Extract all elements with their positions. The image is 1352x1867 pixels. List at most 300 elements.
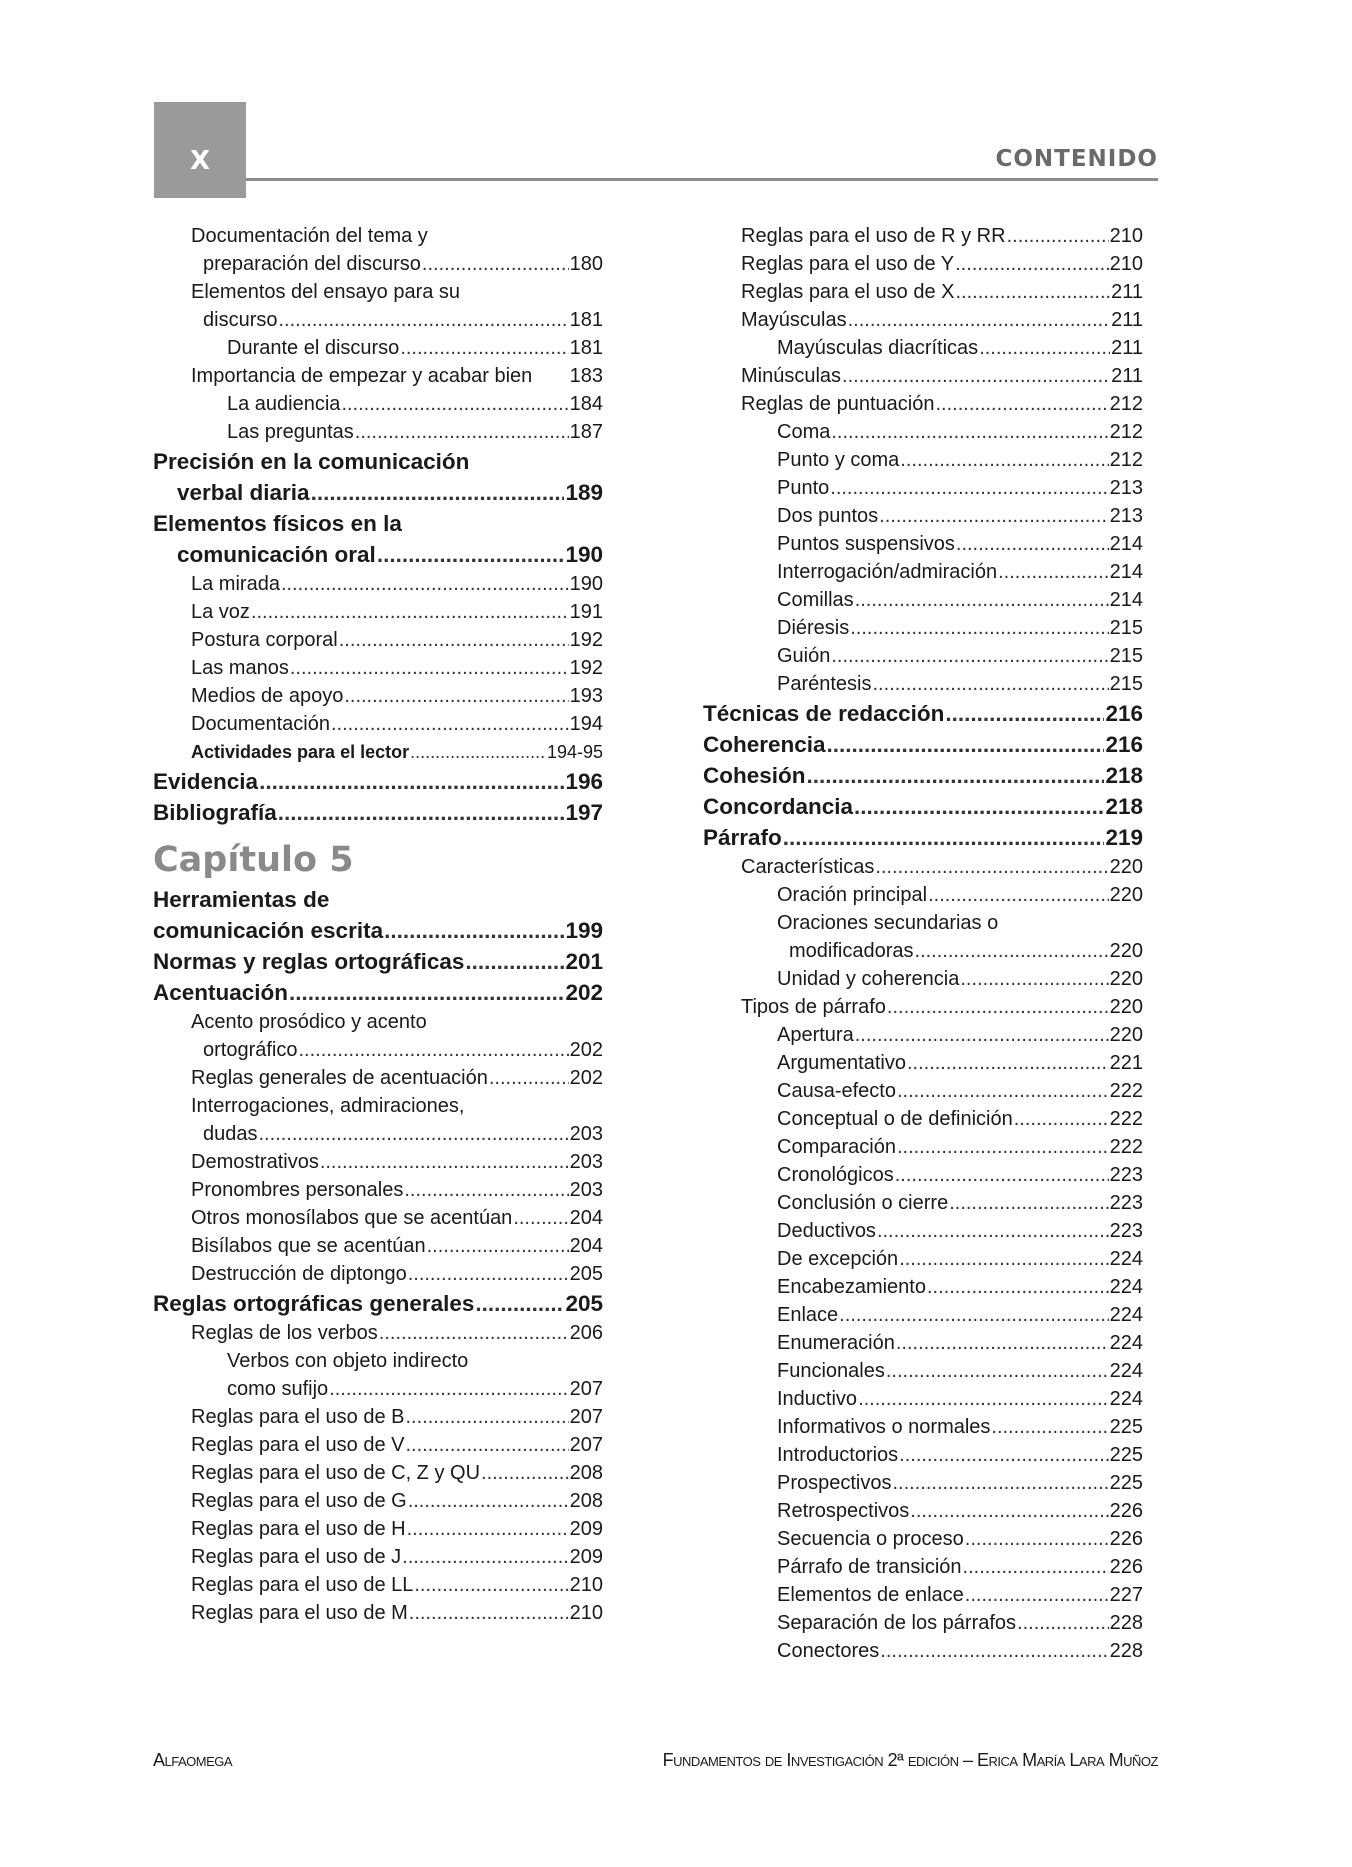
toc-entry-title: modificadoras <box>789 940 914 962</box>
toc-entry <box>153 1375 603 1403</box>
toc-entry-title: Las manos <box>191 657 289 679</box>
toc-entry-page: 197 <box>565 800 603 825</box>
toc-entry <box>153 1260 603 1288</box>
dot-leader <box>907 1049 1109 1077</box>
dot-leader <box>259 1120 569 1148</box>
header-rule <box>246 178 1158 181</box>
toc-entry-page: 224 <box>1109 1248 1143 1270</box>
toc-entry-title: Cohesión <box>703 763 806 788</box>
toc-entry <box>153 1288 603 1319</box>
toc-entry-page: 190 <box>569 573 603 595</box>
toc-entry <box>153 1120 603 1148</box>
toc-entry-title: Paréntesis <box>777 673 872 695</box>
toc-entry <box>153 1148 603 1176</box>
toc-entry-title: Dos puntos <box>777 505 879 527</box>
dot-leader <box>251 598 569 626</box>
dot-leader <box>900 446 1108 474</box>
chapter-heading <box>153 828 603 884</box>
toc-entry-title: Punto y coma <box>777 449 900 471</box>
dot-leader <box>960 965 1108 993</box>
toc-entry <box>703 1357 1143 1385</box>
toc-entry <box>703 760 1143 791</box>
toc-entry-title: De excepción <box>777 1248 899 1270</box>
toc-entry-page: 212 <box>1109 393 1143 415</box>
footer-book-title: Fundamentos de Investigación 2ª edición – Erica María Lara Muñoz <box>662 1750 1158 1770</box>
toc-entry-page: 202 <box>569 1067 603 1089</box>
toc-entry <box>703 729 1143 760</box>
toc-entry-page: 215 <box>1109 645 1143 667</box>
toc-entry-title: Funcionales <box>777 1360 885 1382</box>
dot-leader <box>897 1133 1109 1161</box>
toc-entry-page: 220 <box>1109 968 1143 990</box>
toc-entry <box>153 222 603 250</box>
dot-leader <box>855 1021 1109 1049</box>
toc-entry <box>703 1385 1143 1413</box>
toc-entry-title: Actividades para el lector <box>191 742 410 762</box>
toc-entry-page: 194-95 <box>546 742 603 762</box>
toc-entry-title: Comparación <box>777 1136 896 1158</box>
toc-entry <box>703 1609 1143 1637</box>
toc-entry-page: 207 <box>569 1406 603 1428</box>
dot-leader <box>320 1148 569 1176</box>
toc-entry <box>153 477 603 508</box>
dot-leader <box>965 1581 1109 1609</box>
toc-entry <box>153 946 603 977</box>
toc-entry-page: 211 <box>1111 309 1143 331</box>
toc-entry-page: 192 <box>569 629 603 651</box>
toc-entry-page: 219 <box>1105 825 1143 850</box>
toc-entry-page: 224 <box>1109 1388 1143 1410</box>
toc-entry-page: 209 <box>569 1518 603 1540</box>
toc-entry-title: Bibliografía <box>153 800 277 825</box>
toc-entry-title: Retrospectivos <box>777 1500 910 1522</box>
toc-entry-title: Reglas para el uso de B <box>191 1406 405 1428</box>
dot-leader <box>311 477 565 508</box>
dot-leader <box>899 1245 1108 1273</box>
toc-entry-title: La mirada <box>191 573 280 595</box>
toc-entry-title: Evidencia <box>153 769 259 794</box>
toc-entry <box>703 642 1143 670</box>
toc-entry <box>153 977 603 1008</box>
toc-entry-page: 211 <box>1111 337 1143 359</box>
toc-entry-title: dudas <box>203 1123 258 1145</box>
toc-entry-page: 210 <box>569 1574 603 1596</box>
dot-leader <box>839 1301 1108 1329</box>
dot-leader <box>927 1273 1109 1301</box>
toc-entry-title: Reglas de los verbos <box>191 1322 378 1344</box>
dot-leader <box>331 710 569 738</box>
toc-entry-page: 224 <box>1109 1276 1143 1298</box>
toc-entry-title: Elementos físicos en la <box>153 511 402 536</box>
toc-entry <box>703 278 1143 306</box>
toc-entry-title: Coma <box>777 421 831 443</box>
dot-leader <box>289 977 564 1008</box>
dot-leader <box>281 570 569 598</box>
dot-leader <box>879 502 1108 530</box>
toc-entry-title: Diéresis <box>777 617 850 639</box>
toc-entry-title: Reglas para el uso de R y RR <box>741 225 1006 247</box>
toc-entry-title: Documentación del tema y <box>191 225 428 247</box>
toc-entry-page: 208 <box>569 1462 603 1484</box>
dot-leader <box>893 1469 1109 1497</box>
toc-entry-title: Otros monosílabos que se acentúan <box>191 1207 513 1229</box>
toc-entry <box>703 1049 1143 1077</box>
dot-leader <box>848 306 1111 334</box>
toc-entry-page: 212 <box>1109 421 1143 443</box>
toc-entry-page: 193 <box>569 685 603 707</box>
toc-entry-title: Comillas <box>777 589 854 611</box>
toc-entry-page: 208 <box>569 1490 603 1512</box>
toc-entry <box>703 362 1143 390</box>
toc-entry <box>153 278 603 306</box>
toc-entry-title: Verbos con objeto indirecto <box>227 1350 469 1372</box>
toc-entry-title: Enumeración <box>777 1332 895 1354</box>
dot-leader <box>886 1357 1109 1385</box>
toc-entry-page: 215 <box>1109 673 1143 695</box>
toc-entry-title: Características <box>741 856 875 878</box>
dot-leader <box>955 278 1110 306</box>
toc-entry-page: 214 <box>1109 561 1143 583</box>
toc-entry-page: 220 <box>1109 996 1143 1018</box>
toc-entry-page: 202 <box>565 980 603 1005</box>
toc-entry-title: Mayúsculas <box>741 309 847 331</box>
toc-entry-title: Encabezamiento <box>777 1276 926 1298</box>
toc-entry-page: 214 <box>1109 533 1143 555</box>
toc-entry-page: 181 <box>569 309 603 331</box>
toc-entry-title: Reglas para el uso de C, Z y QU <box>191 1462 481 1484</box>
toc-entry-title: Importancia de empezar y acabar bien <box>191 365 533 387</box>
toc-entry-page: 226 <box>1109 1528 1143 1550</box>
toc-entry <box>703 909 1143 937</box>
dot-leader <box>831 418 1108 446</box>
toc-entry <box>153 1431 603 1459</box>
toc-entry <box>153 1064 603 1092</box>
toc-entry-title: Documentación <box>191 713 330 735</box>
toc-entry-page: 224 <box>1109 1360 1143 1382</box>
toc-entry-title: preparación del discurso <box>203 253 421 275</box>
toc-entry <box>153 362 603 390</box>
toc-entry-title: Reglas para el uso de J <box>191 1546 402 1568</box>
dot-leader <box>783 822 1105 853</box>
toc-entry-title: Mayúsculas diacríticas <box>777 337 979 359</box>
toc-entry-title: Argumentativo <box>777 1052 906 1074</box>
toc-entry-title: Reglas para el uso de LL <box>191 1574 414 1596</box>
toc-entry <box>153 446 603 477</box>
dot-leader <box>887 993 1109 1021</box>
toc-entry-title: Guión <box>777 645 831 667</box>
dot-leader <box>998 558 1109 586</box>
toc-entry <box>703 390 1143 418</box>
toc-entry-page: 210 <box>1109 225 1143 247</box>
toc-entry-title: Bisílabos que se acentúan <box>191 1235 426 1257</box>
toc-entry <box>153 915 603 946</box>
toc-entry-title: Secuencia o proceso <box>777 1528 964 1550</box>
toc-entry <box>153 1347 603 1375</box>
toc-entry-title: Técnicas de redacción <box>703 701 945 726</box>
dot-leader <box>408 1260 569 1288</box>
toc-entry-page: 207 <box>569 1434 603 1456</box>
toc-entry-title: Herramientas de <box>153 887 330 912</box>
toc-entry-title: Reglas para el uso de M <box>191 1602 408 1624</box>
toc-entry <box>703 1021 1143 1049</box>
toc-entry-title: Reglas generales de acentuación <box>191 1067 488 1089</box>
toc-entry <box>703 965 1143 993</box>
dot-leader <box>1007 222 1109 250</box>
toc-entry-page: 221 <box>1109 1052 1143 1074</box>
toc-entry-page: 220 <box>1109 1024 1143 1046</box>
toc-entry-title: Cronológicos <box>777 1164 894 1186</box>
dot-leader <box>407 1515 569 1543</box>
toc-entry-title: Precisión en la comunicación <box>153 449 470 474</box>
toc-entry-title: La voz <box>191 601 250 623</box>
toc-entry <box>703 1497 1143 1525</box>
toc-entry-page: 223 <box>1109 1164 1143 1186</box>
dot-leader <box>895 1161 1109 1189</box>
toc-entry <box>153 738 603 766</box>
toc-entry-page: 228 <box>1109 1640 1143 1662</box>
dot-leader <box>427 1232 569 1260</box>
toc-entry <box>703 1105 1143 1133</box>
toc-entry <box>703 1245 1143 1273</box>
toc-entry <box>703 334 1143 362</box>
toc-entry-page: 204 <box>569 1235 603 1257</box>
toc-entry-title: Puntos suspensivos <box>777 533 955 555</box>
toc-entry-page: 212 <box>1109 449 1143 471</box>
dot-leader <box>404 1176 568 1204</box>
dot-leader <box>465 946 564 977</box>
toc-entry-page: 196 <box>565 769 603 794</box>
toc-entry-title: comunicación escrita <box>153 918 384 943</box>
toc-entry <box>153 1403 603 1431</box>
dot-leader <box>414 1571 568 1599</box>
toc-entry <box>703 1525 1143 1553</box>
toc-entry <box>703 586 1143 614</box>
toc-entry-title: Las preguntas <box>227 421 354 443</box>
dot-leader <box>850 614 1108 642</box>
toc-entry <box>703 1469 1143 1497</box>
toc-entry-title: Interrogación/admiración <box>777 561 998 583</box>
dot-leader <box>915 937 1109 965</box>
dot-leader <box>513 1204 568 1232</box>
toc-entry-title: Reglas ortográficas generales <box>153 1291 475 1316</box>
toc-entry <box>703 614 1143 642</box>
toc-entry-page: 220 <box>1109 856 1143 878</box>
dot-leader <box>1014 1105 1109 1133</box>
footer-publisher: Alfaomega <box>153 1750 233 1770</box>
toc-entry-title: Párrafo de transición <box>777 1556 962 1578</box>
dot-leader <box>278 797 565 828</box>
dot-leader <box>475 1288 564 1319</box>
toc-entry-page: 224 <box>1109 1304 1143 1326</box>
toc-entry-page: 201 <box>565 949 603 974</box>
toc-entry-title: Causa-efecto <box>777 1080 896 1102</box>
toc-entry-title: Reglas para el uso de Y <box>741 253 955 275</box>
toc-entry <box>153 539 603 570</box>
dot-leader <box>854 791 1104 822</box>
toc-entry-title: Capítulo 5 <box>153 840 354 880</box>
toc-entry-page: 222 <box>1109 1108 1143 1130</box>
toc-entry <box>153 1599 603 1627</box>
dot-leader <box>935 390 1108 418</box>
toc-entry-page: 203 <box>569 1179 603 1201</box>
page-number-tab <box>154 102 246 198</box>
toc-entry-page: 180 <box>569 253 603 275</box>
toc-entry-page: 211 <box>1111 365 1143 387</box>
dot-leader <box>910 1497 1108 1525</box>
dot-leader <box>896 1329 1109 1357</box>
toc-entry-title: Minúsculas <box>741 365 842 387</box>
toc-entry <box>153 334 603 362</box>
dot-leader <box>278 306 568 334</box>
dot-leader <box>955 250 1109 278</box>
toc-entry <box>703 446 1143 474</box>
toc-entry-page: 205 <box>565 1291 603 1316</box>
toc-entry <box>703 937 1143 965</box>
toc-entry-page: 214 <box>1109 589 1143 611</box>
toc-entry-title: Interrogaciones, admiraciones, <box>191 1095 465 1117</box>
dot-leader <box>422 250 569 278</box>
toc-entry-title: Punto <box>777 477 830 499</box>
toc-entry-title: Reglas para el uso de X <box>741 281 955 303</box>
toc-entry-title: Durante el discurso <box>227 337 400 359</box>
toc-entry <box>153 1176 603 1204</box>
toc-entry <box>153 418 603 446</box>
toc-entry <box>703 822 1143 853</box>
dot-leader <box>827 729 1105 760</box>
toc-entry <box>153 626 603 654</box>
toc-entry-title: Medios de apoyo <box>191 685 344 707</box>
toc-entry <box>153 1232 603 1260</box>
toc-entry <box>153 682 603 710</box>
toc-entry <box>703 1581 1143 1609</box>
toc-entry-page: 227 <box>1109 1584 1143 1606</box>
toc-entry-page: 222 <box>1109 1136 1143 1158</box>
toc-entry-page: 220 <box>1109 884 1143 906</box>
dot-leader <box>830 474 1108 502</box>
dot-leader <box>945 698 1104 729</box>
toc-entry-page: 216 <box>1105 732 1143 757</box>
dot-leader <box>402 1543 568 1571</box>
toc-entry <box>153 570 603 598</box>
toc-entry <box>153 1008 603 1036</box>
dot-leader <box>807 760 1105 791</box>
toc-entry-page: 213 <box>1109 477 1143 499</box>
toc-entry-page: 226 <box>1109 1500 1143 1522</box>
dot-leader <box>963 1553 1109 1581</box>
toc-entry-title: Oraciones secundarias o <box>777 912 999 934</box>
toc-entry-title: Deductivos <box>777 1220 876 1242</box>
dot-leader <box>290 654 569 682</box>
dot-leader <box>858 1385 1109 1413</box>
toc-entry-title: Concordancia <box>703 794 854 819</box>
toc-entry-page: 210 <box>1109 253 1143 275</box>
toc-entry-page: 202 <box>569 1039 603 1061</box>
toc-entry <box>703 1161 1143 1189</box>
toc-entry-title: Acentuación <box>153 980 289 1005</box>
toc-entry-page: 184 <box>569 393 603 415</box>
toc-entry <box>153 1319 603 1347</box>
dot-leader <box>481 1459 569 1487</box>
toc-entry-title: Inductivo <box>777 1388 858 1410</box>
toc-entry-title: Coherencia <box>703 732 826 757</box>
toc-entry-page: 190 <box>565 542 603 567</box>
dot-leader <box>949 1189 1108 1217</box>
dot-leader <box>956 530 1109 558</box>
toc-entry-page: 181 <box>569 337 603 359</box>
dot-leader <box>329 1375 568 1403</box>
toc-entry-title: Conceptual o de definición <box>777 1108 1013 1130</box>
section-title: CONTENIDO <box>995 146 1158 172</box>
dot-leader <box>875 853 1108 881</box>
toc-entry-title: Oración principal <box>777 884 928 906</box>
dot-leader <box>877 1217 1109 1245</box>
toc-entry <box>703 670 1143 698</box>
dot-leader <box>991 1413 1108 1441</box>
toc-entry <box>703 530 1143 558</box>
toc-entry-page: 216 <box>1105 701 1143 726</box>
toc-entry-title: Unidad y coherencia <box>777 968 960 990</box>
toc-entry-title: Postura corporal <box>191 629 338 651</box>
toc-entry <box>703 1553 1143 1581</box>
toc-entry-page: 225 <box>1109 1472 1143 1494</box>
toc-entry-title: Introductorios <box>777 1444 899 1466</box>
toc-entry-page: 210 <box>569 1602 603 1624</box>
dot-leader <box>831 642 1108 670</box>
toc-entry <box>703 1189 1143 1217</box>
dot-leader <box>842 362 1110 390</box>
dot-leader <box>410 738 546 766</box>
toc-entry <box>703 250 1143 278</box>
toc-entry-page: 209 <box>569 1546 603 1568</box>
dot-leader <box>409 1599 569 1627</box>
toc-entry-page: 211 <box>1111 281 1143 303</box>
toc-entry <box>153 1459 603 1487</box>
toc-entry-title: Destrucción de diptongo <box>191 1263 407 1285</box>
toc-entry-page: 187 <box>569 421 603 443</box>
toc-entry <box>703 698 1143 729</box>
toc-entry-title: discurso <box>203 309 278 331</box>
toc-entry <box>153 598 603 626</box>
toc-entry <box>153 654 603 682</box>
toc-entry <box>153 508 603 539</box>
toc-entry <box>703 881 1143 909</box>
dot-leader <box>299 1036 569 1064</box>
dot-leader <box>873 670 1109 698</box>
dot-leader <box>377 539 565 570</box>
toc-entry-title: Acento prosódico y acento <box>191 1011 427 1033</box>
toc-entry <box>703 993 1143 1021</box>
toc-entry <box>153 306 603 334</box>
toc-entry-title: Reglas para el uso de G <box>191 1490 407 1512</box>
toc-entry-title: Enlace <box>777 1304 839 1326</box>
toc-entry <box>703 1217 1143 1245</box>
toc-entry-title: Pronombres personales <box>191 1179 404 1201</box>
dot-leader <box>1017 1609 1109 1637</box>
dot-leader <box>344 682 568 710</box>
toc-entry-title: Tipos de párrafo <box>741 996 886 1018</box>
toc-entry <box>703 418 1143 446</box>
toc-entry-title: Reglas de puntuación <box>741 393 935 415</box>
toc-entry <box>153 1515 603 1543</box>
toc-entry-title: ortográfico <box>203 1039 298 1061</box>
dot-leader <box>979 334 1110 362</box>
toc-entry-page: 192 <box>569 657 603 679</box>
toc-entry-page: 223 <box>1109 1220 1143 1242</box>
toc-entry <box>703 853 1143 881</box>
dot-leader <box>928 881 1109 909</box>
toc-entry-title: comunicación oral <box>177 542 376 567</box>
toc-left-column <box>153 222 603 1627</box>
